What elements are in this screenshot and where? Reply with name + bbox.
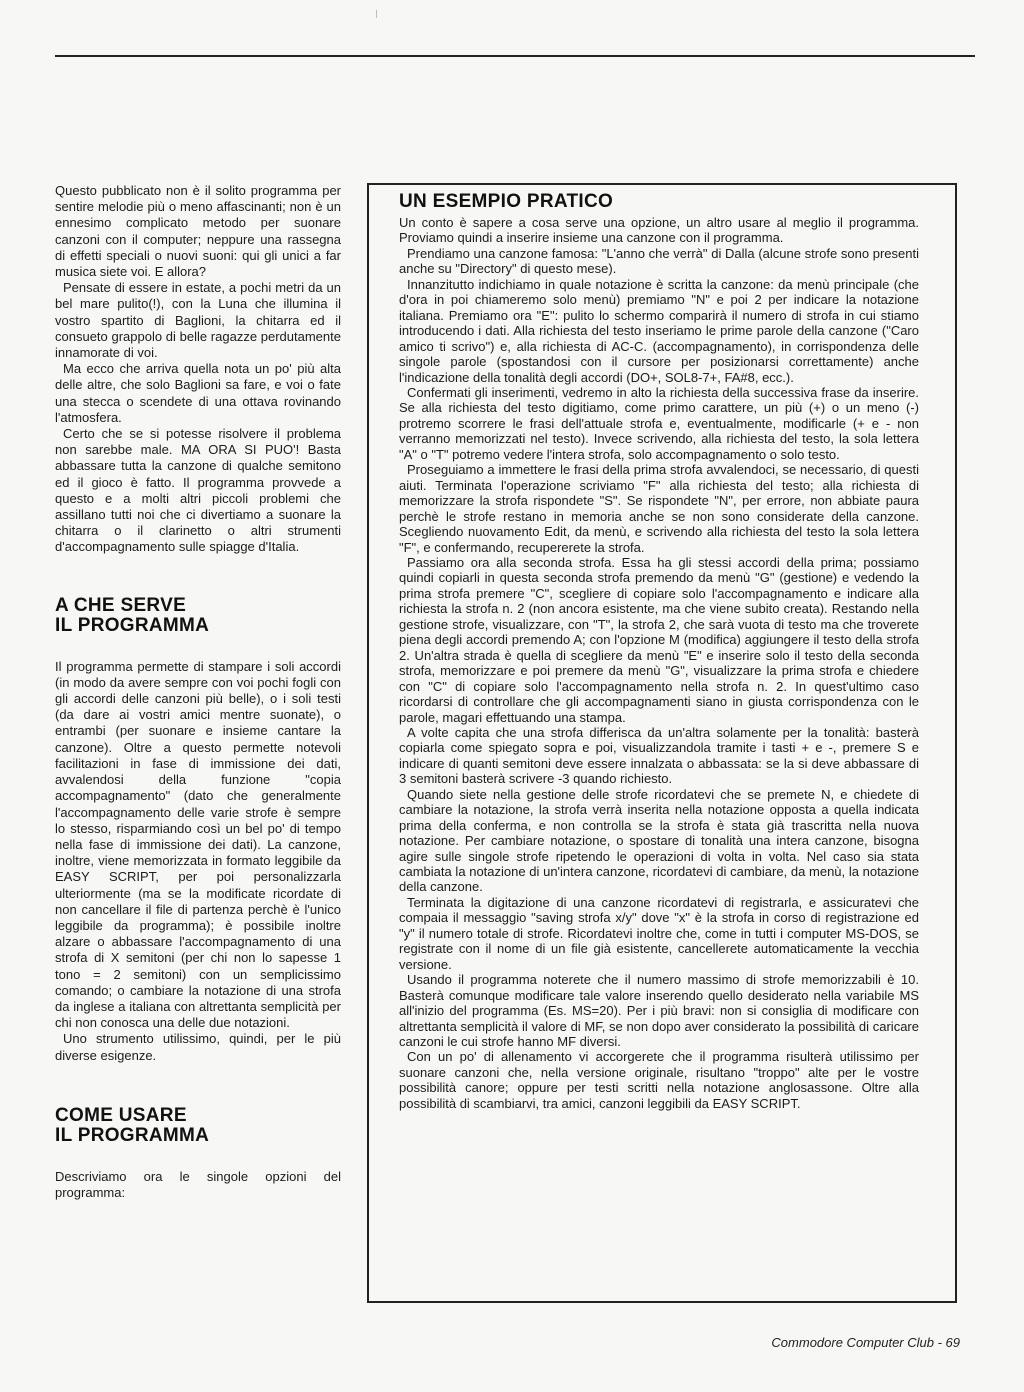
heading-line: IL PROGRAMMA — [55, 1124, 210, 1146]
box-paragraph: Terminata la digitazione di una canzone ricordatevi di registrarla, e assicuratevi che compaia il messaggio "saving strofa x/y" dove "x" è la strofa in corso di registrazione ed "y" il numero totale di strofe. Ricordatevi inoltre che, come in tutti i computer MS-DOS, se registrate con il nome di un file già esistente, cancellerete automaticamente la vecchia versione. — [399, 894, 919, 972]
come-paragraph-1: Descriviamo ora le singole opzioni del programma: — [55, 1168, 341, 1200]
box-paragraph: Passiamo ora alla seconda strofa. Essa ha gli stessi accordi della prima; possiamo quindi copiarli in questa seconda strofa premendo da menù "G" (gestione) e vedendo la prima strofa premere "C", scegliere di copiare solo l'accompagnamento e indicare alla richiesta la strofa n. 2 (non ancora esistente, ma che viene subito creata). Restando nella gestione strofe, visualizzare, con "T", la strofa 2, che sarà vuota di testo ma che troverete piena degli accordi premendo A; con l'opzione M (modifica) aggiungere il testo della strofa 2. Un'altra strada è quella di scegliere da menù "E" e inserire solo il testo della seconda strofa, memorizzare e poi premere da menù "G", visualizzare la prima strofa e chiedere con "C" di copiare solo l'accompagnamento nella strofa n. 2. In quest'ultimo caso ricordarsi di controllare che gli accompagnamenti siano in giusta corrispondenza con le parole, magari effettuando una stampa. — [399, 554, 919, 725]
heading-line: COME USARE — [55, 1104, 187, 1126]
intro-paragraph-2: Pensate di essere in estate, a pochi metri da un bel mare pulito(!), con la Luna che illumina il vostro spartito di Baglioni, la chitarra ed il consueto grappolo di belle ragazze perdutamente innamorate di voi. — [55, 280, 341, 361]
box-paragraph: Usando il programma noterete che il numero massimo di strofe memorizzabili è 10. Basterà comunque modificare tale valore inserendo quello desiderato nella variabile MS all'inizio del programma (Es. MS=20). Per i più bravi: non si consiglia di modificare con altrettanta semplicità il valore di MF, se non dopo aver considerato la possibilità di caricare canzoni le cui strofe hanno MF diversi. — [399, 972, 919, 1050]
header-rule — [55, 55, 975, 57]
box-paragraph: Prendiamo una canzone famosa: "L'anno che verrà" di Dalla (alcune strofe sono presenti anche su "Directory" di questo mese). — [399, 245, 919, 277]
intro-paragraph-1: Questo pubblicato non è il solito programma per sentire melodie più o meno affascinanti; non è un ennesimo complicato metodo per suonare canzoni con il computer; neppure una rassegna di effetti speciali o nuovi suoni: qui gli unici a far musica siete voi. E allora? — [55, 183, 341, 280]
serve-paragraph-1: Il programma permette di stampare i soli accordi (in modo da avere sempre con voi pochi fogli con gli accordi delle canzoni più belle), o i soli testi (da dare ai vostri amici mentre suonate), o entrambi (per suonare e insieme cantare la canzone). Oltre a questo permette notevoli facilitazioni in fase di immissione dei dati, avvalendosi della funzione "copia accompagnamento" (dato che generalmente l'accompagnamento delle varie strofe è sempre lo stesso, risparmiando così un bel po' di tempo nella fase di immissione dei dati). La canzone, inoltre, viene memorizzata in formato leggibile da EASY SCRIPT, per poi personalizzarla ulteriormente (ma se la modificate ricordate di non cancellare il file di partenza perchè è l'unico leggibile da programma); è possibile inoltre alzare o abbassare l'accompagnamento di una strofa di X semitoni (per chi non lo sapesse 1 tono = 2 semitoni) con un semplicissimo comando; o cambiare la notazione di una strofa da inglese a italiana con altrettanta semplicità per chi non conosca una delle due notazioni. — [55, 658, 341, 1031]
left-column — [55, 183, 341, 1201]
page-footer: Commodore Computer Club - 69 — [771, 1335, 960, 1350]
heading-line: A CHE SERVE — [55, 594, 187, 616]
box-paragraph: Con un po' di allenamento vi accorgerete che il programma risulterà utilissimo per suonare canzoni che, nella versione originale, risultano "troppo" alte per le vostre possibilità canore; oppure per testi scritti nella notazione anglosassone. Oltre alla possibilità di scambiarvi, tra amici, canzoni leggibili da EASY SCRIPT. — [399, 1049, 919, 1111]
section-heading-come-usare — [55, 1106, 341, 1146]
box-paragraph: Un conto è sapere a cosa serve una opzione, un altro usare al meglio il programma. Proviamo quindi a inserire insieme una canzone con il programma. — [399, 215, 919, 246]
example-box — [367, 183, 957, 1303]
box-paragraph: A volte capita che una strofa differisca da un'altra solamente per la tonalità: basterà copiarla come spiegato sopra e poi, visualizzandola tramite i tasti + e -, premere S e indicare di quanti semitoni deve essere innalzata o abbassata: se la si deve abbassare di 3 semitoni basterà scrivere -3 quando richiesto. — [399, 724, 919, 787]
intro-paragraph-4: Certo che se si potesse risolvere il problema non sarebbe male. MA ORA SI PUO'! Basta abbassare tutta la canzone di qualche semitono ed il gioco è fatto. Il programma provvede a questo e a molti altri piccoli problemi che assillano tutti noi che ci divertiamo a suonare la chitarra o il clarinetto o altri strumenti d'accompagnamento sulle spiagge d'Italia. — [55, 426, 341, 555]
box-paragraph: Innanzitutto indichiamo in quale notazione è scritta la canzone: da menù principale (che d'ora in poi chiameremo solo menù) premiamo "N" e poi 2 per indicare la notazione italiana. Premiamo ora "E": pulito lo schermo comparirà il numero di strofa in cui stiamo introducendo i dati. Alla richiesta del testo inseriamo le prime parole della canzone ("Caro amico ti scrivo") e, alla richiesta di AC-C. (accompagnamento), in corrispondenza delle singole parole (spostandosi con il cursore per posizionarsi correttamente) anche l'indicazione della tonalità degli accordi (DO+, SOL8-7+, FA#8, ecc.). — [399, 276, 919, 385]
intro-paragraph-3: Ma ecco che arriva quella nota un po' più alta delle altre, che solo Baglioni sa fare, e voi o fate una stecca o scendete di una ottava rovinando l'atmosfera. — [55, 361, 341, 425]
serve-paragraph-2: Uno strumento utilissimo, quindi, per le più diverse esigenze. — [55, 1031, 341, 1063]
box-paragraph: Quando siete nella gestione delle strofe ricordatevi che se premete N, e chiedete di cambiare la notazione, la strofa verrà inserita nella notazione opposta a quella indicata prima della conferma, e non controlla se la strofa è stata già trascritta nella nuova notazione. Per cambiare notazione, o spostare di tonalità una intera canzone, bisogna agire sulle singole strofe ripetendo le operazioni di volta in volta. Nel caso sia stata cambiata la notazione di un'intera canzone, ricordatevi di cambiare, da menù, la notazione della canzone. — [399, 786, 919, 895]
heading-line: IL PROGRAMMA — [55, 614, 210, 636]
scan-mark — [376, 10, 377, 18]
box-paragraph: Confermati gli inserimenti, vedremo in alto la richiesta della successiva frase da inserire. Se alla richiesta del testo digitiamo, come primo carattere, un più (+) o un meno (-) protremo scorrere le frasi dell'attuale strofa e, eventualmente, modificarle (+ e - non verranno memorizzati nel testo). Invece scrivendo, alla richiesta del testo, la sola lettera "A" o "T" potremo vedere l'intera strofa, solo accompagnamento o solo testo. — [399, 384, 919, 462]
section-heading-a-che-serve — [55, 596, 341, 636]
box-paragraph: Proseguiamo a immettere le frasi della prima strofa avvalendoci, se necessario, di questi aiuti. Terminata l'operazione scriviamo "F" alla richiesta del testo; alla richiesta di memorizzare la strofa rispondete "S". Se rispondete "N", per errore, non abbiate paura perchè le strofe restano in memoria anche se non sono considerate della canzone. Scegliendo nuovamento Edit, da menù, e scrivendo alla richiesta del testo la sola lettera "F", e confermando, recupererete la strofa. — [399, 462, 919, 555]
example-box-content — [399, 191, 919, 1111]
box-heading: UN ESEMPIO PRATICO — [399, 191, 614, 212]
